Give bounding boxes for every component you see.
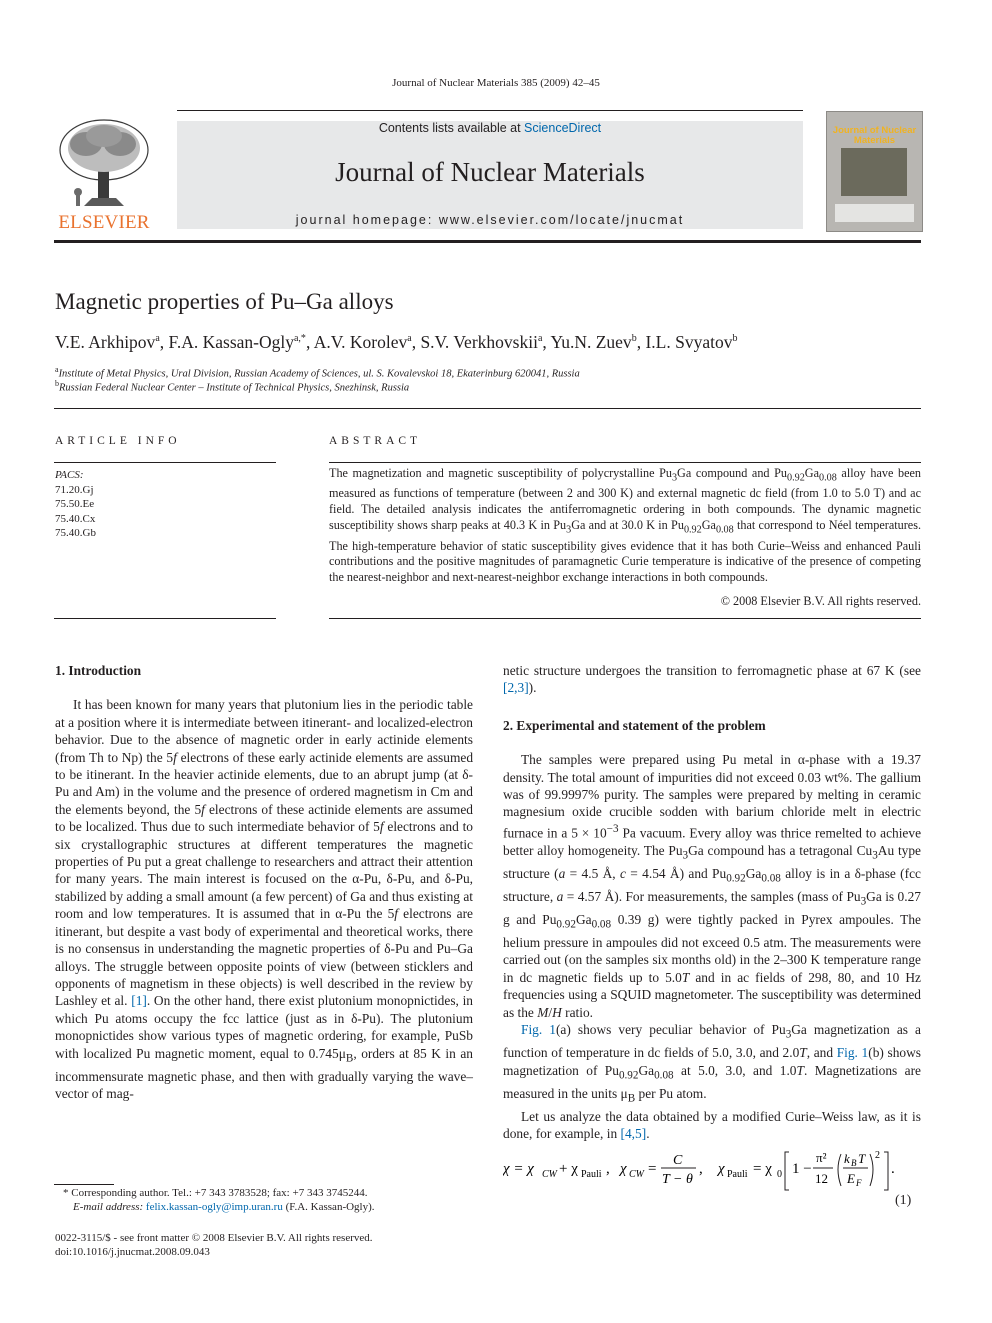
footnote-rule bbox=[54, 1184, 114, 1185]
svg-text:B: B bbox=[851, 1158, 857, 1168]
author-affil-mark: a bbox=[407, 333, 412, 345]
svg-text:=: = bbox=[648, 1161, 657, 1177]
svg-text:C: C bbox=[673, 1153, 683, 1168]
elsevier-logo bbox=[54, 118, 154, 233]
journal-title: Journal of Nuclear Materials bbox=[335, 157, 645, 187]
author-affil-mark: a bbox=[537, 333, 543, 345]
pacs-code: 75.40.Cx bbox=[55, 512, 96, 525]
email-link[interactable]: felix.kassan-ogly@imp.uran.ru bbox=[145, 1201, 283, 1213]
email-label: E-mail address: bbox=[73, 1201, 146, 1213]
cover-strip bbox=[835, 204, 914, 222]
contents-prefix: Contents lists available at bbox=[378, 121, 525, 135]
email-suffix: (F.A. Kassan-Ogly). bbox=[282, 1201, 375, 1213]
author-name: F.A. Kassan-Ogly bbox=[168, 332, 294, 352]
doi-line[interactable]: doi:10.1016/j.jnucmat.2008.09.043 bbox=[55, 1246, 210, 1258]
abstract-rule bbox=[329, 462, 921, 463]
svg-text:E: E bbox=[847, 1171, 855, 1186]
author-name: A.V. Korolev bbox=[313, 332, 408, 352]
affil-text: Russian Federal Nuclear Center – Institute of Technical Physics, Snezhinsk, Russia bbox=[59, 382, 410, 394]
contents-line bbox=[177, 121, 803, 135]
author-affil-mark: b bbox=[732, 333, 738, 345]
author-name: S.V. Verkhovskii bbox=[420, 332, 538, 352]
svg-text:1 −: 1 − bbox=[792, 1161, 812, 1177]
pacs-label: PACS: bbox=[55, 469, 84, 481]
svg-text:,: , bbox=[606, 1161, 610, 1177]
svg-text:Pauli: Pauli bbox=[581, 1169, 602, 1180]
author-list: V.E. Arkhipov$^a$, F.A. Kassan-Ogly$^{a,*}$, A.V. Korolev$^a$, S.V. Verkhovskii$^a$, Yu.N. Zuev$^b$, I.L. Svyatov$^b$ bbox=[55, 332, 738, 352]
equation-number: (1) bbox=[895, 1193, 912, 1208]
elsevier-wordmark: ELSEVIER bbox=[58, 212, 150, 233]
affiliation-b bbox=[55, 379, 409, 394]
section-heading-experimental: 2. Experimental and statement of the problem bbox=[503, 717, 766, 733]
author-name: Yu.N. Zuev bbox=[550, 332, 632, 352]
affil-mark: a bbox=[55, 365, 59, 374]
svg-text:F: F bbox=[856, 1178, 862, 1188]
affil-text: Institute of Metal Physics, Ural Division, Russian Academy of Sciences, ul. S. Kovalevskoi 18, Ekaterinburg 620041, Russia bbox=[58, 368, 580, 380]
section-heading-introduction: 1. Introduction bbox=[55, 663, 142, 678]
experimental-paragraph: Fig. 1(a) shows very peculiar behavior of $Pu_3Ga$ magnetization as a function of temperature in dc fields of 5.0, 3.0, and 2.0T, and Fig. 1(b) shows magnetization of $Pu_{0.92}Ga_{0.08}$ at 5.0, 3.0, and 1.0T. Magnetizations are measured in the units $\mu_B$ per Pu atom. bbox=[503, 1022, 921, 1105]
equation-1 bbox=[503, 1148, 921, 1198]
citation-link[interactable]: [2,3] bbox=[503, 680, 529, 696]
svg-text:CW: CW bbox=[629, 1169, 644, 1180]
article-info-heading: ARTICLE INFO bbox=[55, 435, 181, 447]
author-affil-mark[interactable]: a,* bbox=[293, 333, 306, 345]
equation-graphic bbox=[503, 1148, 921, 1198]
tree-icon bbox=[54, 118, 154, 210]
figure-link[interactable]: Fig. 1 bbox=[836, 1045, 869, 1061]
svg-text:π²: π² bbox=[816, 1150, 827, 1165]
svg-text:.: . bbox=[891, 1161, 895, 1177]
affil-mark: b bbox=[55, 379, 59, 388]
article-info-rule bbox=[54, 462, 276, 463]
intro-paragraph: It has been known for many years that plutonium lies in the periodic table at a position where it is intermediate between itinerant- and localized-electron behavior. Due to the absence of magnetic order in early actinide elements (from Th to Np) the 5f electrons of these early actinide elements are assumed to be itinerant. In the heavier actinide elements, due to an abrupt jump (at δ-Pu and Am) in the volume and the presence of ordered magnetism in Cm and the elements beyond, the 5f electrons of these actinide elements are assumed to be localized. Thus due to such intermediate behavior of 5f electrons and to six crystallographic structures at different temperatures the magnetic properties of Pu put a great challenge to researchers and attract their attention for many years. The main interest is focused on the α-Pu, δ-Pu, and δ-Pu, stabilized by adding a small amount (a few percent) of Ga and thus existing at room and low temperatures. It is assumed that in α-Pu the 5f electrons are itinerant, but despite a vast body of experimental and theoretical works, there is no consensus in understanding the magnetic properties of δ-Pu and Pu–Ga alloys. The struggle between opposite points of view (between sticklers and opponents of magnetism in these objects) is well described in the review by Lashley et al. [1]. On the other hand, there exist plutonium monopnictides, in which Pu atoms occupy the fcc lattice (just as in δ-Pu). The plutonium monopnictides show various types of magnetic ordering, for example, PuSb with localized Pu magnetic moment, equal to $0.745\mu_B$, orders at 85 K in an incommensurate magnetic phase, and then with gradually varying the wave–vector of mag- bbox=[55, 697, 474, 1102]
article-info-bottom-rule bbox=[54, 618, 276, 619]
running-head: Journal of Nuclear Materials 385 (2009) 42–45 bbox=[392, 77, 600, 89]
citation-link[interactable]: [1] bbox=[131, 993, 147, 1009]
journal-cover bbox=[826, 111, 923, 232]
pacs-block bbox=[55, 468, 96, 541]
sciencedirect-link[interactable]: ScienceDirect bbox=[524, 121, 602, 135]
svg-text:k: k bbox=[844, 1151, 850, 1166]
abstract-heading: ABSTRACT bbox=[329, 435, 422, 447]
svg-text:,: , bbox=[699, 1161, 703, 1177]
intro-paragraph-continued: netic structure undergoes the transition to ferromagnetic phase at 67 K (see [2,3]). bbox=[503, 663, 921, 696]
author-affil-mark: b bbox=[631, 333, 637, 345]
svg-text:χ = χ: χ = χ bbox=[503, 1161, 534, 1177]
experimental-paragraph: Let us analyze the data obtained by a modified Curie–Weiss law, as it is done, for example, in [4,5]. bbox=[503, 1108, 921, 1142]
header-thick-rule bbox=[54, 240, 921, 243]
journal-homepage bbox=[177, 213, 803, 227]
figure-link[interactable]: Fig. 1 bbox=[521, 1022, 556, 1038]
abstract-bottom-rule bbox=[329, 618, 921, 619]
cover-title: Journal of Nuclear Materials bbox=[832, 125, 917, 146]
svg-text:T − θ: T − θ bbox=[662, 1172, 693, 1187]
cover-image bbox=[841, 148, 907, 196]
svg-text:+ χ: + χ bbox=[559, 1161, 578, 1177]
svg-text:χ: χ bbox=[718, 1161, 725, 1177]
svg-text:= χ: = χ bbox=[753, 1161, 772, 1177]
journal-banner bbox=[177, 121, 803, 229]
issn-line: 0022-3115/$ - see front matter © 2008 Elsevier B.V. All rights reserved. bbox=[55, 1232, 373, 1244]
pacs-code: 75.40.Gb bbox=[55, 527, 96, 539]
affiliation-rule bbox=[54, 408, 921, 409]
svg-text:T: T bbox=[858, 1151, 866, 1166]
column-left bbox=[55, 662, 473, 1102]
header-top-rule bbox=[177, 110, 803, 111]
svg-text:χ: χ bbox=[620, 1161, 627, 1177]
abstract-text: The magnetization and magnetic susceptibility of polycrystalline $Pu_3Ga$ compound and $Pu_{0.92}Ga_{0.08}$ alloy have been measured as functions of temperature (between 2 and 300 K) and external magnetic dc field (from 1.0 to 5.0 T) and ac field. The detailed analysis indicates the antiferromagnetic ordering in both compounds. The dynamic magnetic susceptibility shows sharp peaks at 40.3 K in $Pu_3Ga$ and at 30.0 K in $Pu_{0.92}Ga_{0.08}$ that correspond to Néel temperatures. The high-temperature behavior of static susceptibility gives evidence that it has both Curie–Weiss and enhanced Pauli contributions and the positive magnitudes of paramagnetic Curie temperature is indicative of the presence of competing the nearest-neighbor and next-nearest-neighbor exchange interactions in both compounds. bbox=[329, 466, 922, 585]
column-right bbox=[503, 662, 921, 1143]
homepage-prefix: journal homepage: bbox=[295, 213, 439, 227]
author-name: V.E. Arkhipov bbox=[55, 332, 156, 352]
email-note bbox=[73, 1201, 375, 1213]
citation-link[interactable]: [4,5] bbox=[620, 1126, 647, 1142]
author-affil-mark: a bbox=[155, 333, 160, 345]
corresponding-author-note: * Corresponding author. Tel.: +7 343 3783528; fax: +7 343 3745244. bbox=[63, 1187, 368, 1199]
article-title: Magnetic properties of Pu–Ga alloys bbox=[55, 289, 394, 314]
svg-text:CW: CW bbox=[542, 1169, 557, 1180]
svg-text:0: 0 bbox=[777, 1169, 782, 1180]
svg-text:12: 12 bbox=[815, 1171, 828, 1186]
experimental-paragraph: The samples were prepared using Pu metal in α-phase with a 19.37 density. The total amount of impurities did not exceed 0.03 wt%. The gallium was of 99.9997% purity. The samples were prepared by melting in ceramic magnesium oxide crucible sodden with barium chloride melt in electric furnace in a $5 \times 10^{-3}$ Pa vacuum. Every alloy was thrice remelted to achieve better alloy homogeneity. The $Pu_3Ga$ compound has a tetragonal $Cu_3Au$ type structure (a = 4.5 Å, c = 4.54 Å) and $Pu_{0.92}Ga_{0.08}$ alloy is in a δ-phase (fcc structure, a = 4.57 Å). For measurements, the samples (mass of $Pu_3Ga$ is 0.27 g and $Pu_{0.92}Ga_{0.08}$ 0.39 g) were tightly packed in Pyrex ampoules. The helium pressure in ampoules did not exceed 0.5 atm. The measurements were carried out (on the samples six months old) in the 2–300 K temperature range in dc magnetic fields up to 5.0T and in ac fields of 298, 80, and 10 Hz frequencies using a SQUID magnetometer. The susceptibility was determined as the M/H ratio. bbox=[503, 752, 922, 1020]
pacs-code: 71.20.Gj bbox=[55, 483, 94, 496]
affiliation-a bbox=[55, 365, 580, 380]
author-name: I.L. Svyatov bbox=[645, 332, 733, 352]
abstract-copyright: © 2008 Elsevier B.V. All rights reserved. bbox=[720, 594, 921, 608]
homepage-link[interactable]: www.elsevier.com/locate/jnucmat bbox=[438, 213, 685, 227]
svg-text:2: 2 bbox=[875, 1150, 880, 1161]
pacs-code: 75.50.Ee bbox=[55, 498, 95, 510]
svg-text:Pauli: Pauli bbox=[727, 1169, 748, 1180]
